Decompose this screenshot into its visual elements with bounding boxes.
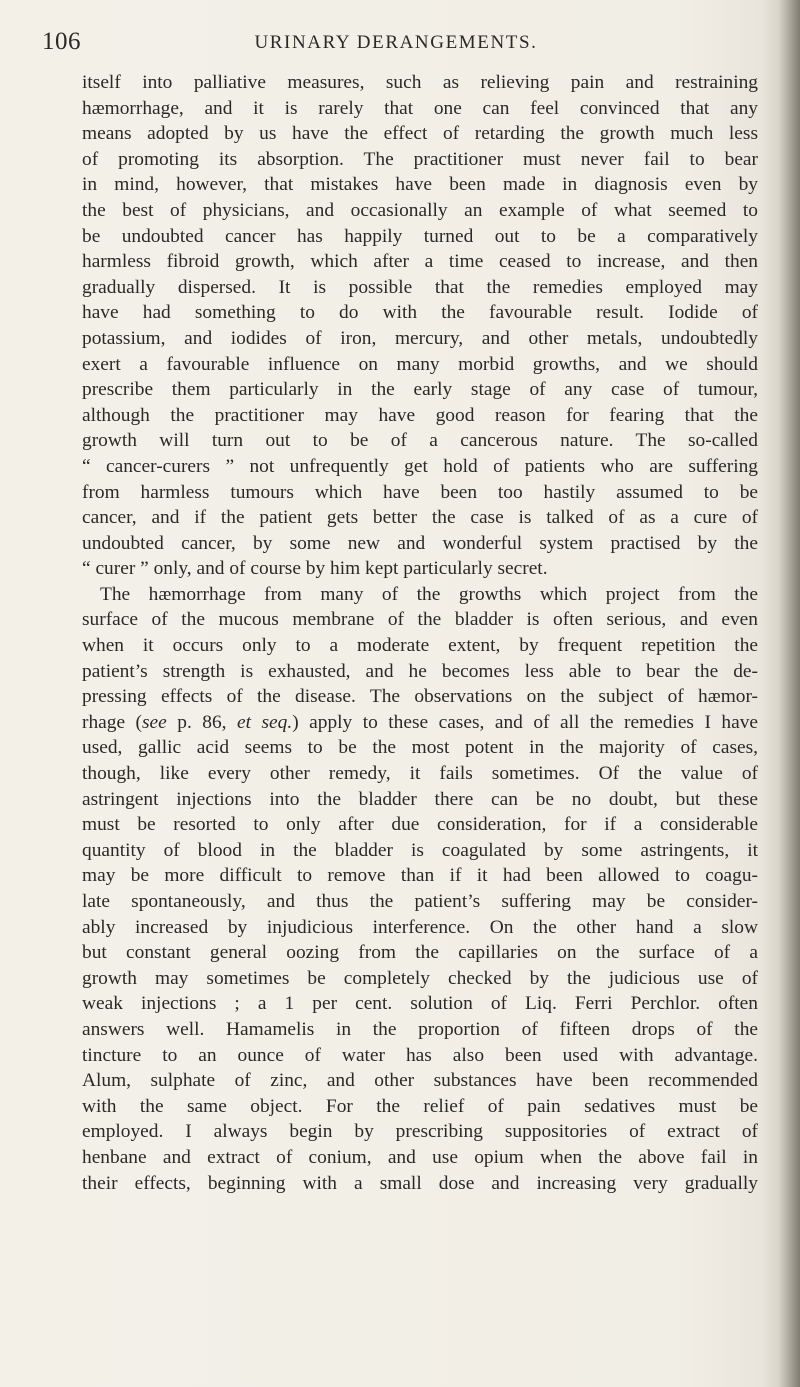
text-line: gradually dispersed. It is possible that the remedies employed may [82, 276, 758, 298]
text-line: weak injections ; a 1 per cent. solution of Liq. Ferri Perchlor. often [82, 993, 758, 1015]
text-line: pressing effects of the disease. The observations on the subject of hæmor- [82, 686, 758, 708]
text-line: though, like every other remedy, it fails sometimes. Of the value of [82, 763, 758, 785]
text-line: answers well. Hamamelis in the proportion of fifteen drops of the [82, 1018, 758, 1040]
text-line: of promoting its absorption. The practitioner must never fail to bear [82, 148, 758, 170]
text-line: employed. I always begin by prescribing suppositories of extract of [82, 1121, 758, 1143]
text-fragment: rhage ( [82, 711, 143, 733]
text-line: in mind, however, that mistakes have been made in diagnosis even by [82, 174, 758, 196]
text-line: late spontaneously, and thus the patient’s suffering may be consider- [82, 891, 758, 912]
text-line: when it occurs only to a moderate extent, by frequent repetition the [82, 635, 758, 657]
text-line: The hæmorrhage from many of the growths which project from the [100, 583, 758, 605]
text-line: ably increased by injudicious interference. On the other hand a slow [82, 916, 758, 938]
italic-see: see [142, 711, 167, 733]
text-line: be undoubted cancer has happily turned out to be a comparatively [82, 225, 758, 247]
text-line: means adopted by us have the effect of retarding the growth much less [82, 123, 758, 145]
text-line: henbane and extract of conium, and use opium when the above fail in [82, 1146, 758, 1168]
text-line: may be more difficult to remove than if it had been allowed to coagu- [82, 865, 758, 887]
text-line: although the practitioner may have good reason for fearing that the [82, 404, 758, 426]
text-line: hæmorrhage, and it is rarely that one can feel convinced that any [82, 97, 758, 119]
text-line: harmless fibroid growth, which after a time ceased to increase, and then [82, 251, 758, 273]
text-line: cancer, and if the patient gets better the case is talked of as a cure of [82, 507, 758, 529]
text-line: growth may sometimes be completely checked by the judicious use of [82, 967, 758, 989]
page-number: 106 [42, 28, 81, 55]
body-text [82, 70, 758, 1196]
text-line: quantity of blood in the bladder is coagulated by some astringents, it [82, 839, 758, 861]
text-line: exert a favourable influence on many morbid growths, and we should [82, 353, 758, 375]
running-head: URINARY DERANGEMENTS. [254, 32, 538, 53]
text-line: but constant general oozing from the capillaries on the surface of a [82, 942, 758, 964]
text-fragment: apply to these cases, and of all the remedies I have [309, 711, 758, 733]
text-line: patient’s strength is exhausted, and he becomes less able to bear the de- [82, 660, 758, 682]
text-line: prescribe them particularly in the early stage of any case of tumour, [82, 379, 758, 401]
text-line: growth will turn out to be of a cancerous nature. The so-called [82, 430, 758, 452]
text-line: surface of the mucous membrane of the bladder is often serious, and even [82, 609, 758, 631]
text-line: used, gallic acid seems to be the most potent in the majority of cases, [82, 737, 758, 759]
text-line: potassium, and iodides of iron, mercury, and other metals, undoubtedly [82, 327, 758, 349]
italic-et-seq: et seq. [237, 711, 293, 733]
text-line: must be resorted to only after due consideration, for if a considerable [82, 814, 758, 836]
text-line: astringent injections into the bladder there can be no doubt, but these [82, 788, 758, 810]
text-line: itself into palliative measures, such as relieving pain and restraining [82, 72, 758, 93]
text-line: with the same object. For the relief of pain sedatives must be [82, 1095, 758, 1117]
text-line: tincture to an ounce of water has also been used with advantage. [82, 1044, 758, 1066]
page-header [36, 28, 756, 62]
page-edge-shadow [778, 0, 800, 1387]
text-fragment: p. 86, [166, 711, 238, 733]
text-line: Alum, sulphate of zinc, and other substances have been recommended [82, 1070, 758, 1092]
text-line: their effects, beginning with a small dose and increasing very gradually [82, 1172, 758, 1194]
text-line: have had something to do with the favourable result. Iodide of [82, 302, 758, 324]
text-line: from harmless tumours which have been too hastily assumed to be [82, 481, 758, 503]
text-line: the best of physicians, and occasionally an example of what seemed to [82, 199, 758, 221]
text-line: “ cancer-curers ” not unfrequently get hold of patients who are suffering [82, 455, 758, 477]
text-line: “ curer ” only, and of course by him kept particularly secret. [82, 558, 548, 580]
text-fragment: ) [292, 711, 310, 733]
text-line: undoubted cancer, by some new and wonderful system practised by the [82, 532, 758, 554]
text-line-with-reference [82, 710, 758, 736]
